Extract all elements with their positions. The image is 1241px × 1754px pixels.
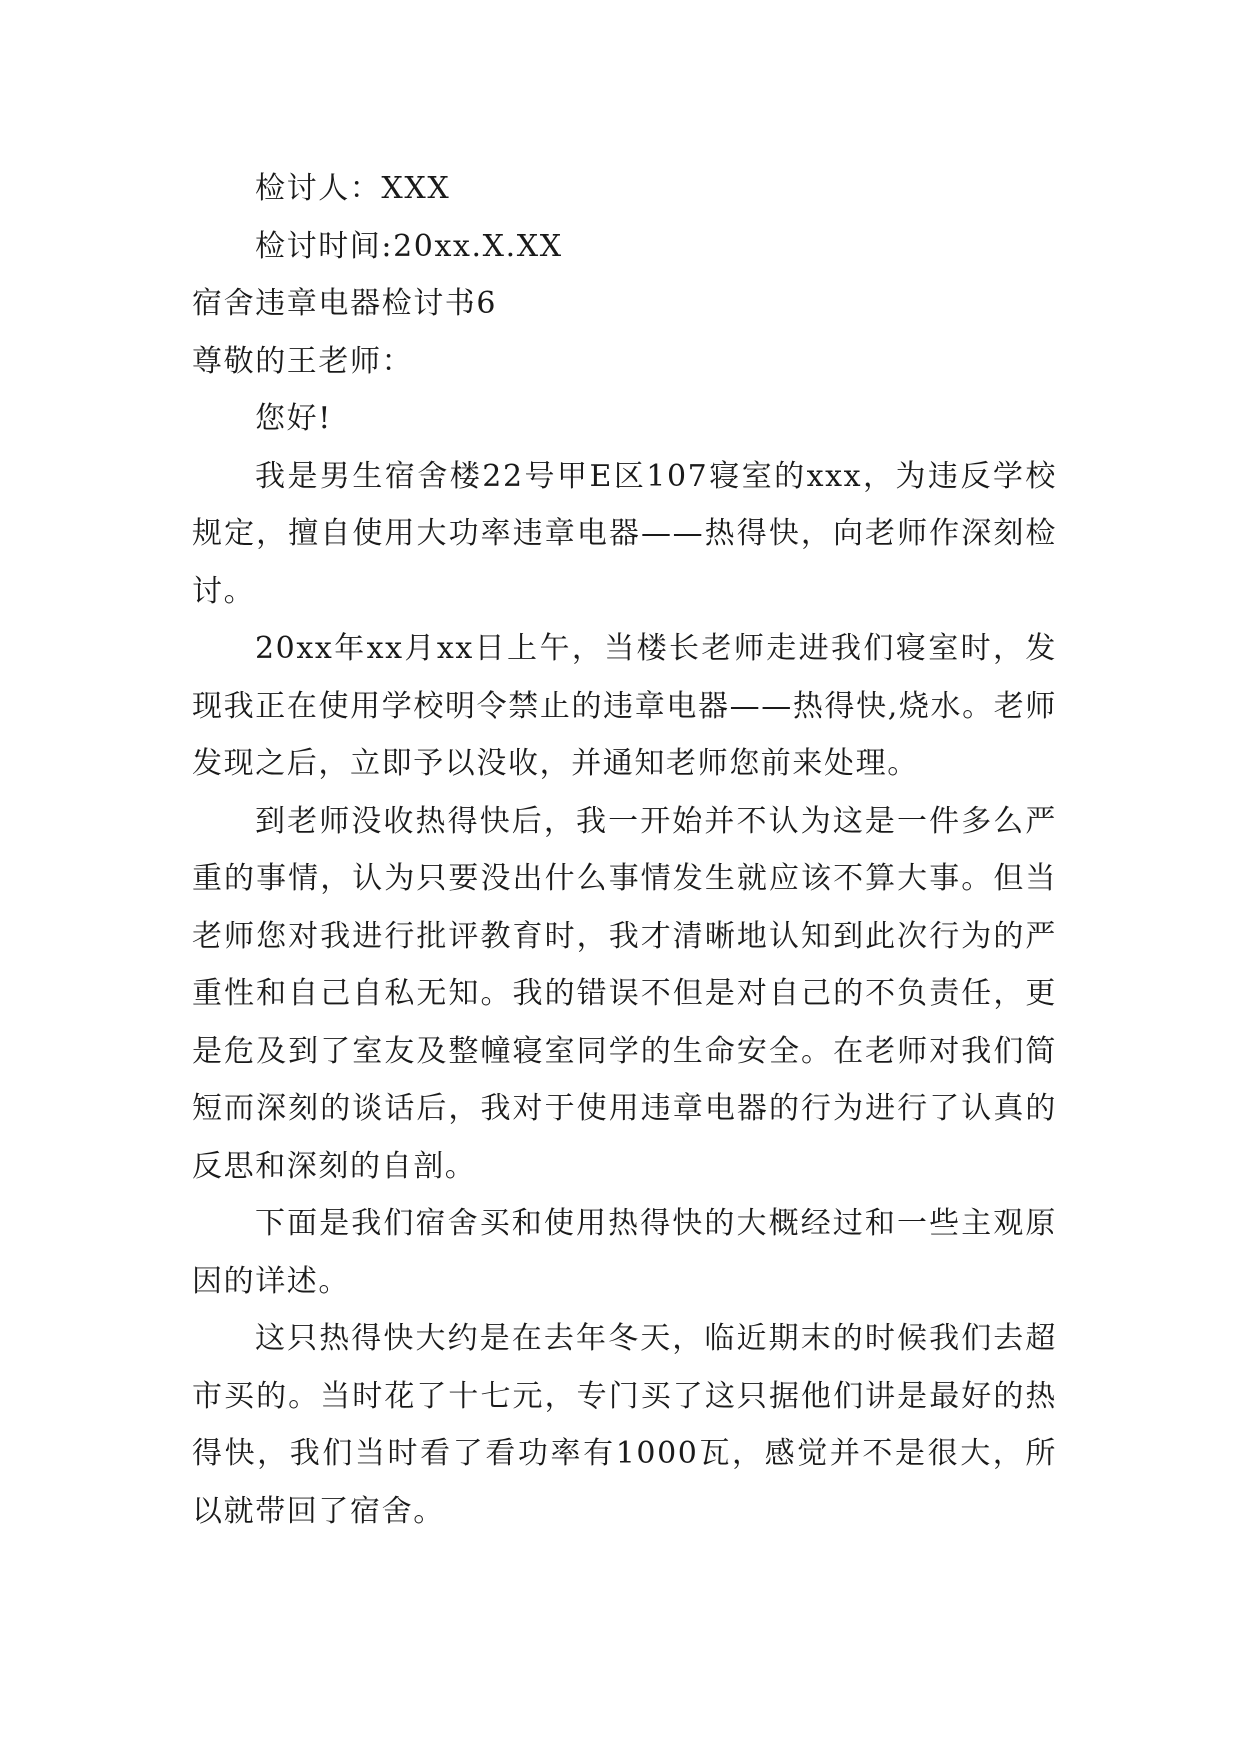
greeting: 您好! bbox=[255, 401, 332, 436]
reviewer-line: 检讨人：XXX bbox=[255, 171, 451, 206]
paragraph-4: 下面是我们宿舍买和使用热得快的大概经过和一些主观原因的详述。 bbox=[192, 1206, 1057, 1299]
paragraph-5: 这只热得快大约是在去年冬天，临近期末的时候我们去超市买的。当时花了十七元，专门买了这只据他们讲是最好的热得快，我们当时看了看功率有1000瓦，感觉并不是很大，所以就带回了宿舍。 bbox=[192, 1321, 1057, 1529]
salutation: 尊敬的王老师： bbox=[192, 343, 414, 379]
document-body bbox=[192, 160, 1057, 1540]
paragraph-1: 我是男生宿舍楼22号甲E区107寝室的xxx，为违反学校规定，擅自使用大功率违章电器——热得快，向老师作深刻检讨。 bbox=[192, 458, 1057, 609]
paragraph-3: 到老师没收热得快后，我一开始并不认为这是一件多么严重的事情，认为只要没出什么事情发生就应该不算大事。但当老师您对我进行批评教育时，我才清晰地认知到此次行为的严重性和自己自私无知。我的错误不但是对自己的不负责任，更是危及到了室友及整幢寝室同学的生命安全。在老师对我们简短而深刻的谈话后，我对于使用违章电器的行为进行了认真的反思和深刻的自剖。 bbox=[192, 803, 1057, 1184]
date-line: 检讨时间:20xx.X.XX bbox=[255, 228, 563, 264]
document-title: 宿舍违章电器检讨书6 bbox=[192, 286, 498, 321]
paragraph-2: 20xx年xx月xx日上午，当楼长老师走进我们寝室时，发现我正在使用学校明令禁止的违章电器——热得快,烧水。老师发现之后，立即予以没收，并通知老师您前来处理。 bbox=[192, 631, 1057, 781]
